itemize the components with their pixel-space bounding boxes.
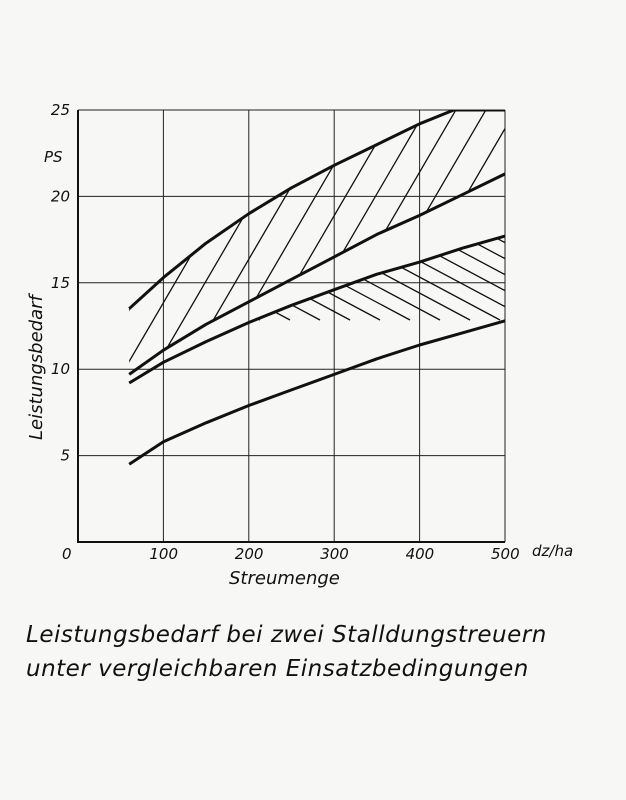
chart-caption	[26, 618, 626, 686]
y-tick-label-25: 25	[50, 101, 70, 119]
y-tick-label-15: 15	[50, 273, 70, 292]
x-tick-label-200: 200	[234, 545, 264, 563]
x-unit-label: dz/ha	[532, 542, 574, 560]
band-lower-lower-curve	[129, 321, 505, 464]
band-hatch-lower	[0, 0, 626, 320]
y-tick-label-5: 5	[60, 446, 70, 465]
band-upper-upper-curve	[129, 110, 505, 309]
y-axis-title: Leistungsbedarf	[26, 295, 47, 440]
x-tick-label-0: 0	[62, 545, 72, 563]
grid	[78, 110, 505, 542]
y-tick-label-10: 10	[50, 360, 70, 379]
x-tick-label-300: 300	[320, 545, 349, 563]
y-unit-label: PS	[44, 148, 63, 166]
band-upper-lower-curve	[129, 174, 505, 375]
y-tick-label-20: 20	[50, 187, 70, 206]
caption-line-1: Leistungsbedarf bei zwei Stalldungstreuern	[26, 622, 547, 648]
caption-line-2: unter vergleichbaren Einsatzbedingungen	[26, 656, 529, 682]
x-axis-title: Streumenge	[229, 568, 340, 589]
x-tick-label-500: 500	[491, 545, 520, 563]
axes	[77, 110, 505, 543]
x-tick-label-100: 100	[149, 545, 179, 563]
tick-labels	[51, 101, 520, 563]
x-tick-label-400: 400	[405, 545, 435, 563]
